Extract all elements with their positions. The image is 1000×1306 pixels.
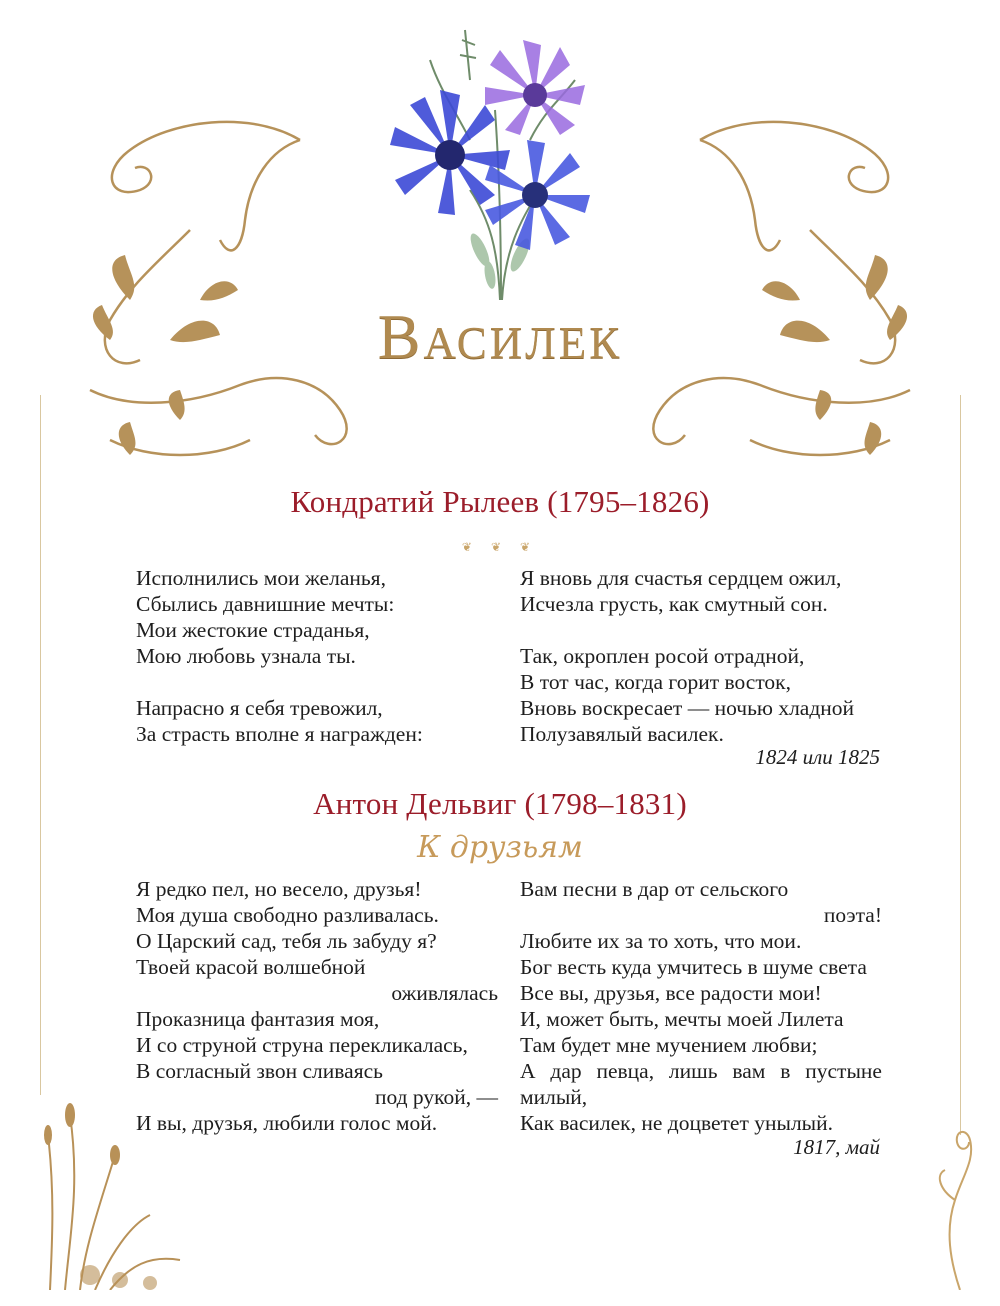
poem-line: Мои жестокие страданья,	[136, 618, 370, 642]
poem-line: За страсть вполне я награжден:	[136, 722, 423, 746]
poem-line: Исполнились мои желанья,	[136, 566, 386, 590]
poem2-subtitle: К друзьям	[417, 830, 583, 865]
poem-line: Как василек, не доцветет унылый.	[520, 1111, 833, 1135]
poem-line: И вы, друзья, любили голос мой.	[136, 1111, 438, 1135]
poem-line: Я вновь для счастья сердцем ожил,	[520, 566, 842, 590]
word: вам	[732, 1059, 766, 1083]
poem-line: Напрасно я себя тревожил,	[136, 696, 383, 720]
poem1-date: 1824 или 1825	[755, 745, 880, 769]
word: пустыне	[805, 1059, 882, 1083]
left-scroll-ornament	[70, 110, 410, 480]
word: лишь	[668, 1059, 718, 1083]
right-scroll-ornament	[590, 110, 930, 480]
poem2-left-column	[136, 876, 498, 1136]
page-title: Василек	[377, 301, 623, 372]
section-separator: ❦ ❦ ❦	[461, 540, 539, 554]
poem-line-continuation: под рукой, —	[374, 1085, 498, 1109]
poem-line: О Царский сад, тебя ль забуду я?	[136, 929, 437, 953]
poem-line: Мою любовь узнала ты.	[136, 644, 356, 668]
poem-line: И, может быть, мечты моей Лилета	[520, 1007, 844, 1031]
poem-line: В тот час, когда горит восток,	[520, 670, 791, 694]
poem-line: Проказница фантазия моя,	[136, 1007, 380, 1031]
word: певца,	[596, 1059, 655, 1083]
poem-line: Любите их за то хоть, что мои.	[520, 929, 802, 953]
poem-line: В согласный звон сливаясь	[136, 1059, 383, 1083]
word: дар	[550, 1059, 582, 1083]
bottom-right-curl-ornament	[925, 1120, 985, 1290]
poem-line: Твоей красой волшебной	[136, 955, 366, 979]
word: А	[520, 1059, 536, 1083]
poem-line: Так, окроплен росой отрадной,	[520, 644, 805, 668]
poem-line-continuation: оживлялась	[391, 981, 498, 1005]
stanza-gap	[520, 617, 882, 643]
poem-line: Все вы, друзья, все радости мои!	[520, 981, 822, 1005]
poem-line: Моя душа свободно разливалась.	[136, 903, 439, 927]
poem1-author: Кондратий Рылеев (1795–1826)	[290, 484, 710, 519]
stanza-gap	[136, 669, 486, 695]
poem-line: И со струной струна перекликалась,	[136, 1033, 468, 1057]
poem-line: Полузавялый василек.	[520, 722, 724, 746]
poem-line-justified	[520, 1058, 882, 1084]
word: в	[780, 1059, 791, 1083]
poem2-right-column	[520, 876, 882, 1136]
poem2-author: Антон Дельвиг (1798–1831)	[313, 786, 687, 821]
poem1-right-column	[520, 565, 882, 747]
poem-line: Вам песни в дар от сельского	[520, 877, 789, 901]
poem-line: Бог весть куда умчитесь в шуме света	[520, 955, 867, 979]
poem2-date: 1817, май	[793, 1135, 880, 1159]
poem-line-continuation: поэта!	[823, 903, 882, 927]
poem-line: Там будет мне мучением любви;	[520, 1033, 818, 1057]
poem-line: Сбылись давнишние мечты:	[136, 592, 395, 616]
poem1-left-column	[136, 565, 486, 747]
poem-line: Я редко пел, но весело, друзья!	[136, 877, 422, 901]
poem-line: милый,	[520, 1085, 588, 1109]
poem-line: Вновь воскресает — ночью хладной	[520, 696, 855, 720]
poem-line: Исчезла грусть, как смутный сон.	[520, 592, 828, 616]
